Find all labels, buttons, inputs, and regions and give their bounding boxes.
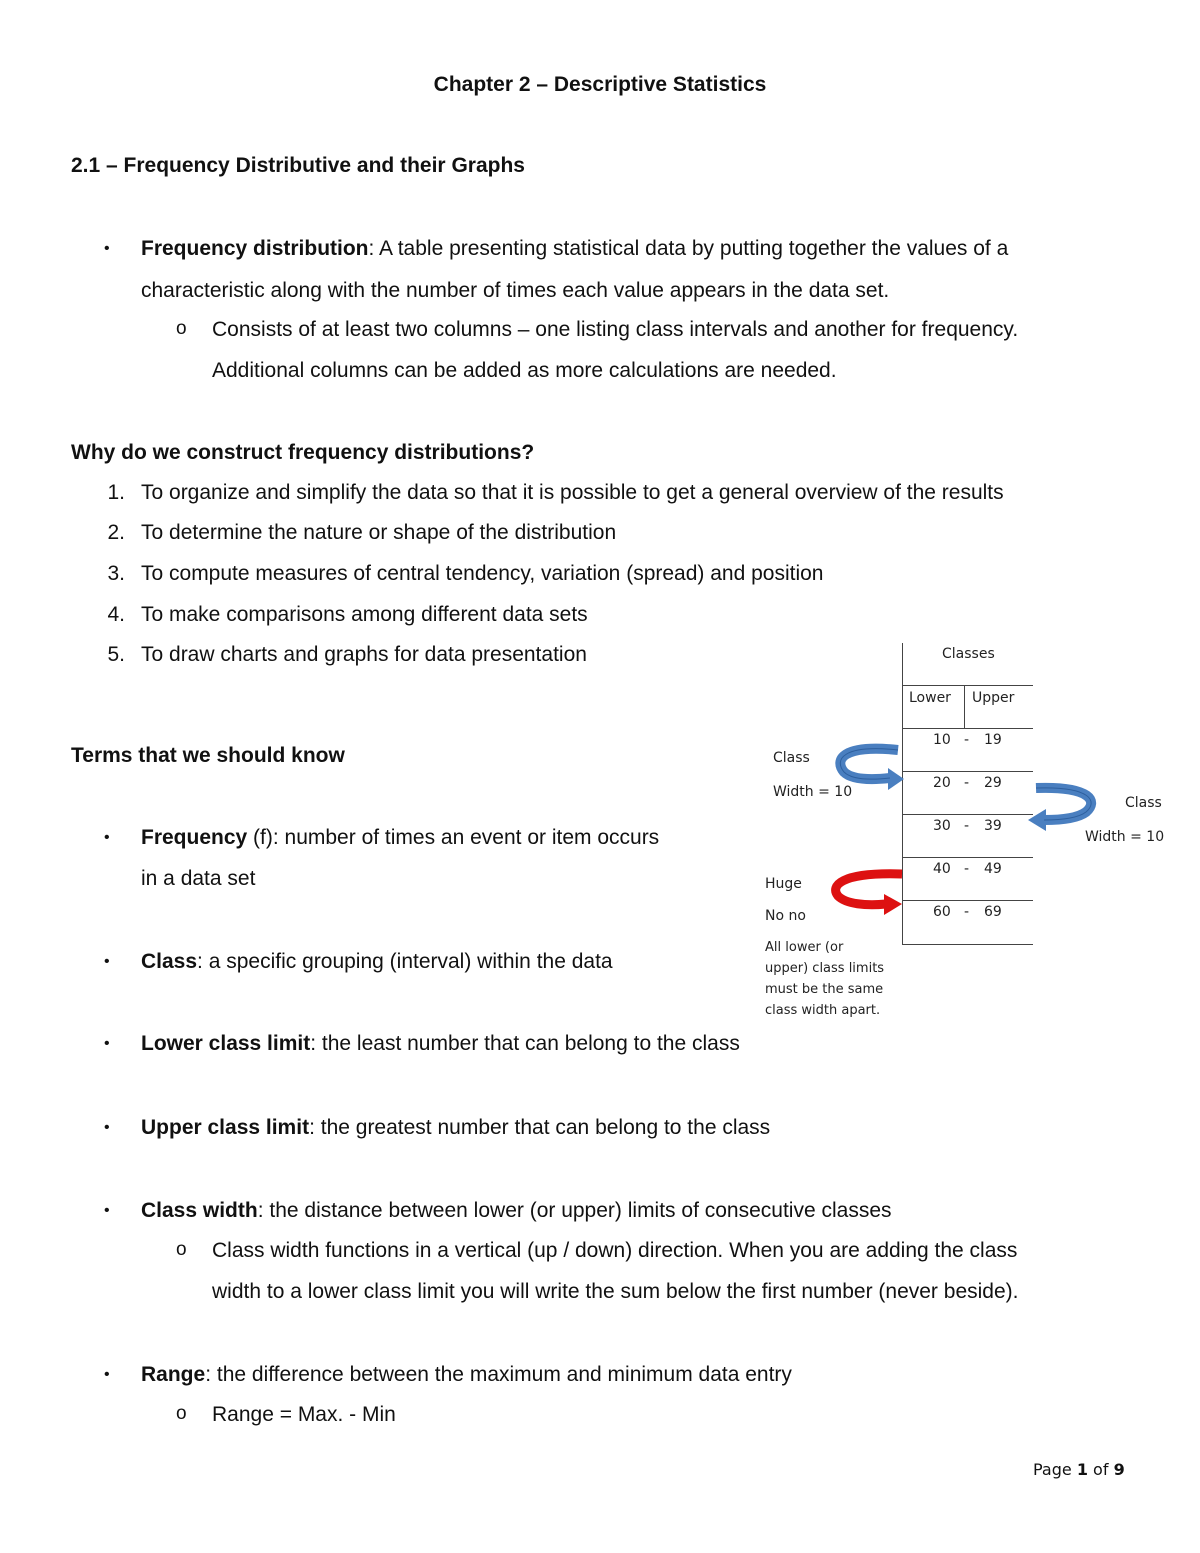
list-item: To organize and simplify the data so that it is possible to get a general overview of the results <box>141 481 1004 504</box>
term-width-line <box>141 1199 892 1223</box>
freq-dist-sub-line2: Additional columns can be added as more calculations are needed. <box>212 359 837 382</box>
table-rule <box>902 857 1033 858</box>
blue-arrow-head <box>1028 809 1046 831</box>
class-lower-limit: 40 <box>933 861 951 877</box>
list-number: 2. <box>107 521 125 544</box>
bullet-icon: • <box>104 1202 110 1219</box>
freq-dist-sub-line1: Consists of at least two columns – one listing class intervals and another for frequency. <box>212 318 1019 341</box>
term-class: Class <box>141 950 198 973</box>
term-range: Range <box>141 1363 206 1386</box>
table-rule <box>902 685 1033 686</box>
class-upper-limit: 69 <box>984 904 1002 920</box>
bullet-icon: • <box>104 953 110 970</box>
page-title: Chapter 2 – Descriptive Statistics <box>433 73 767 96</box>
term-class-width: Class width <box>141 1199 258 1222</box>
term-class-def: : a specific grouping (interval) within the data <box>197 950 613 973</box>
term-frequency-line1 <box>141 826 659 850</box>
diagram-note: class width apart. <box>765 1003 881 1018</box>
term-frequency-def: (f): number of times an event or item occurs <box>247 826 660 849</box>
term-lower-class-limit: Lower class limit <box>141 1032 311 1055</box>
class-lower-limit: 10 <box>933 732 951 748</box>
why-heading: Why do we construct frequency distributions? <box>71 441 535 464</box>
class-upper-limit: 39 <box>984 818 1002 834</box>
freq-dist-def: : A table presenting statistical data by putting together the values of a <box>368 237 1009 260</box>
diagram-note: upper) class limits <box>765 961 885 976</box>
term-frequency: Frequency <box>141 826 248 849</box>
blue-arrow-head <box>888 768 904 790</box>
footer-prefix: Page <box>1033 1460 1077 1479</box>
table-rule <box>902 944 1033 945</box>
bullet-icon: • <box>104 1119 110 1136</box>
list-number: 3. <box>107 562 125 585</box>
freq-dist-line1 <box>141 237 1008 261</box>
diagram-note: All lower (or <box>765 940 844 955</box>
list-item: To make comparisons among different data sets <box>141 603 588 626</box>
class-dash: - <box>964 818 970 834</box>
sub-bullet-icon: o <box>176 1403 187 1424</box>
term-range-sub: Range = Max. - Min <box>212 1403 396 1426</box>
curved-arrow-icon <box>1022 782 1102 832</box>
right-width-label: Class <box>1125 795 1162 811</box>
diagram-header: Classes <box>942 646 995 662</box>
class-upper-limit: 49 <box>984 861 1002 877</box>
list-item: To determine the nature or shape of the distribution <box>141 521 617 544</box>
term-width-sub-line2: width to a lower class limit you will write the sum below the first number (never beside). <box>212 1280 1019 1303</box>
class-dash: - <box>964 732 970 748</box>
term-upper-class-limit: Upper class limit <box>141 1116 310 1139</box>
term-upper-line <box>141 1116 770 1140</box>
class-lower-limit: 30 <box>933 818 951 834</box>
sub-bullet-icon: o <box>176 1239 187 1260</box>
term-upper-def: : the greatest number that can belong to the class <box>309 1116 771 1139</box>
bullet-icon: • <box>104 1366 110 1383</box>
column-header-lower: Lower <box>909 690 951 706</box>
left-width-label: Class <box>773 750 810 766</box>
class-dash: - <box>964 861 970 877</box>
left-width-label: Width = 10 <box>773 784 853 800</box>
class-lower-limit: 20 <box>933 775 951 791</box>
term-lower-line <box>141 1032 740 1056</box>
terms-heading: Terms that we should know <box>71 744 345 767</box>
class-dash: - <box>964 904 970 920</box>
diagram-note: must be the same <box>765 982 884 997</box>
red-arrow-head <box>884 894 902 915</box>
list-number: 5. <box>107 643 125 666</box>
column-header-upper: Upper <box>972 690 1015 706</box>
bullet-icon: • <box>104 240 110 257</box>
list-item: To compute measures of central tendency, variation (spread) and position <box>141 562 824 585</box>
term-frequency-distribution: Frequency distribution <box>141 237 369 260</box>
curved-arrow-icon <box>832 738 912 796</box>
huge-label: No no <box>765 908 806 924</box>
page-total: 9 <box>1113 1460 1125 1479</box>
table-rule <box>902 900 1033 901</box>
bullet-icon: • <box>104 1035 110 1052</box>
term-range-line <box>141 1363 792 1387</box>
huge-label: Huge <box>765 876 802 892</box>
term-frequency-line2: in a data set <box>141 867 256 890</box>
term-width-def: : the distance between lower (or upper) limits of consecutive classes <box>257 1199 892 1222</box>
term-range-def: : the difference between the maximum and minimum data entry <box>205 1363 792 1386</box>
page-number: 1 <box>1076 1460 1088 1479</box>
term-lower-def: : the least number that can belong to the class <box>310 1032 740 1055</box>
term-width-sub-line1: Class width functions in a vertical (up / down) direction. When you are adding the class <box>212 1239 1018 1262</box>
class-lower-limit: 60 <box>933 904 951 920</box>
table-column-divider <box>964 685 965 728</box>
list-number: 1. <box>107 481 125 504</box>
class-upper-limit: 29 <box>984 775 1002 791</box>
bullet-icon: • <box>104 829 110 846</box>
section-heading: 2.1 – Frequency Distributive and their Graphs <box>71 154 525 177</box>
right-width-label: Width = 10 <box>1085 829 1165 845</box>
class-dash: - <box>964 775 970 791</box>
table-rule <box>902 728 1033 729</box>
freq-dist-line2: characteristic along with the number of times each value appears in the data set. <box>141 279 890 302</box>
curved-arrow-icon <box>826 866 910 918</box>
table-rule <box>902 771 1033 772</box>
list-item: To draw charts and graphs for data presentation <box>141 643 587 666</box>
list-number: 4. <box>107 603 125 626</box>
table-rule <box>902 814 1033 815</box>
footer-of: of <box>1087 1460 1114 1479</box>
sub-bullet-icon: o <box>176 318 187 339</box>
page-footer <box>1033 1460 1125 1479</box>
class-upper-limit: 19 <box>984 732 1002 748</box>
term-class-line <box>141 950 613 974</box>
